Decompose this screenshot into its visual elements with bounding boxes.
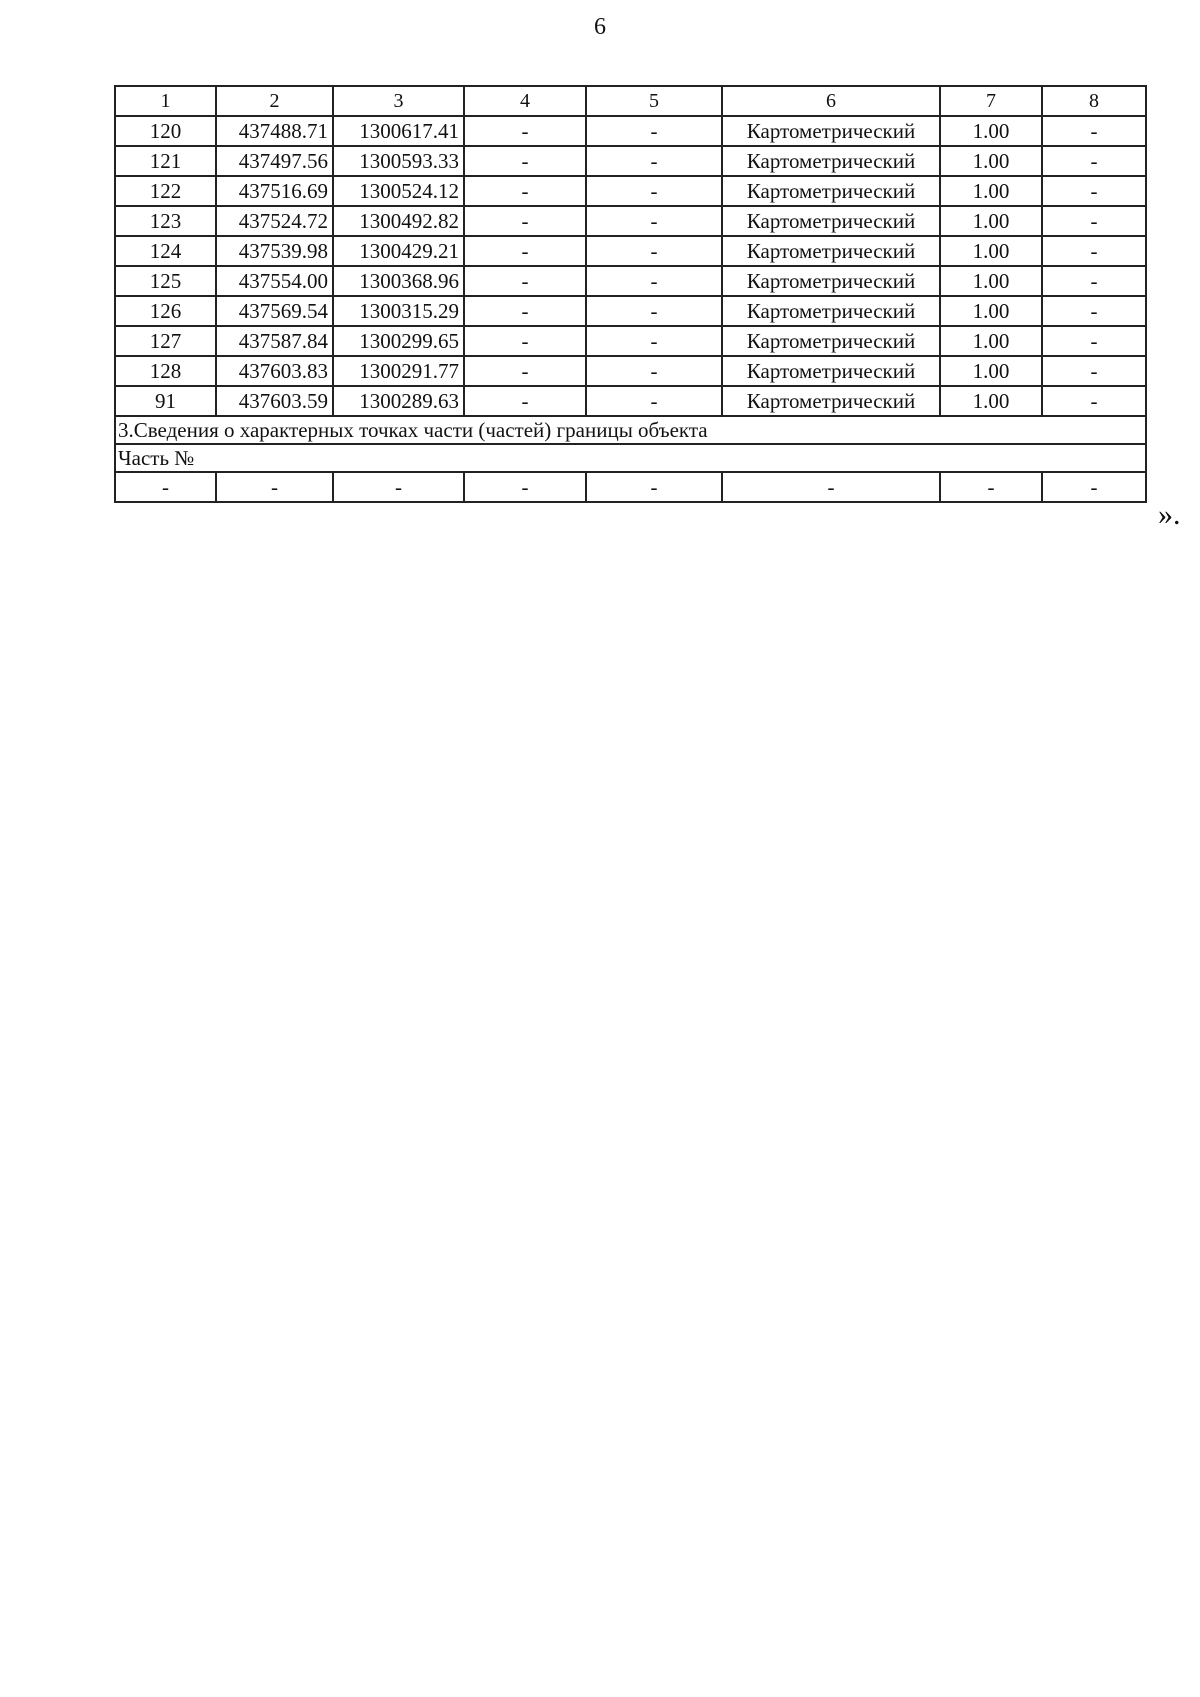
header-cell: 3 (333, 86, 464, 116)
table-cell: - (1042, 386, 1146, 416)
table-body (115, 86, 1146, 502)
table-cell: - (464, 116, 586, 146)
table-cell: Картометрический (722, 266, 940, 296)
table-cell: Картометрический (722, 326, 940, 356)
table-cell: 1300291.77 (333, 356, 464, 386)
table-cell: 437569.54 (216, 296, 333, 326)
table-row (115, 326, 1146, 356)
header-cell: 4 (464, 86, 586, 116)
table-cell: 1300524.12 (333, 176, 464, 206)
table-cell: Картометрический (722, 116, 940, 146)
empty-cell: - (464, 472, 586, 502)
empty-cell: - (115, 472, 216, 502)
table-cell: 1300299.65 (333, 326, 464, 356)
table-row (115, 356, 1146, 386)
table-cell: 91 (115, 386, 216, 416)
table-cell: - (1042, 296, 1146, 326)
table-cell: 1.00 (940, 116, 1042, 146)
table-cell: Картометрический (722, 386, 940, 416)
table-cell: - (464, 386, 586, 416)
table-cell: - (586, 326, 722, 356)
table-row (115, 266, 1146, 296)
table-cell: 124 (115, 236, 216, 266)
section-title-row (115, 416, 1146, 444)
table-cell: - (586, 236, 722, 266)
table-cell: 125 (115, 266, 216, 296)
header-cell: 8 (1042, 86, 1146, 116)
table-cell: 1300429.21 (333, 236, 464, 266)
table-cell: - (464, 296, 586, 326)
empty-cell: - (586, 472, 722, 502)
empty-cell: - (333, 472, 464, 502)
table-row (115, 146, 1146, 176)
empty-cell: - (1042, 472, 1146, 502)
section-title: 3.Сведения о характерных точках части (частей) границы объекта (115, 416, 1146, 444)
table-cell: - (464, 356, 586, 386)
table-cell: 1300315.29 (333, 296, 464, 326)
table-row (115, 116, 1146, 146)
table-cell: - (464, 266, 586, 296)
empty-part-row (115, 472, 1146, 502)
table-cell: - (1042, 146, 1146, 176)
table-cell: 122 (115, 176, 216, 206)
coordinates-table (114, 85, 1147, 503)
coordinates-table-container (114, 85, 1147, 503)
header-cell: 1 (115, 86, 216, 116)
table-cell: Картометрический (722, 206, 940, 236)
table-cell: 1.00 (940, 296, 1042, 326)
table-cell: - (464, 176, 586, 206)
table-cell: - (464, 146, 586, 176)
table-cell: 1.00 (940, 356, 1042, 386)
table-cell: 437603.83 (216, 356, 333, 386)
table-cell: 1300368.96 (333, 266, 464, 296)
table-cell: - (1042, 326, 1146, 356)
empty-cell: - (216, 472, 333, 502)
table-cell: 437554.00 (216, 266, 333, 296)
table-row (115, 206, 1146, 236)
table-cell: 437516.69 (216, 176, 333, 206)
table-cell: Картометрический (722, 236, 940, 266)
table-cell: 1300593.33 (333, 146, 464, 176)
table-cell: - (1042, 266, 1146, 296)
header-cell: 7 (940, 86, 1042, 116)
table-cell: 126 (115, 296, 216, 326)
table-cell: 1.00 (940, 206, 1042, 236)
table-cell: 1.00 (940, 266, 1042, 296)
table-cell: - (586, 386, 722, 416)
table-cell: 437603.59 (216, 386, 333, 416)
table-cell: 1300492.82 (333, 206, 464, 236)
table-cell: - (586, 296, 722, 326)
page-number: 6 (594, 14, 606, 40)
part-number-label: Часть № (115, 444, 1146, 472)
table-cell: 437587.84 (216, 326, 333, 356)
table-cell: - (1042, 356, 1146, 386)
table-cell: Картометрический (722, 146, 940, 176)
table-cell: 437497.56 (216, 146, 333, 176)
header-row (115, 86, 1146, 116)
table-cell: Картометрический (722, 296, 940, 326)
table-row (115, 386, 1146, 416)
table-cell: 437488.71 (216, 116, 333, 146)
table-cell: - (1042, 236, 1146, 266)
table-cell: 1.00 (940, 236, 1042, 266)
table-cell: - (464, 326, 586, 356)
header-cell: 6 (722, 86, 940, 116)
table-cell: - (586, 356, 722, 386)
table-cell: Картометрический (722, 356, 940, 386)
table-cell: 121 (115, 146, 216, 176)
table-cell: - (586, 146, 722, 176)
table-cell: 1.00 (940, 386, 1042, 416)
table-cell: - (1042, 206, 1146, 236)
table-cell: 123 (115, 206, 216, 236)
table-cell: 1.00 (940, 146, 1042, 176)
table-cell: 128 (115, 356, 216, 386)
header-cell: 5 (586, 86, 722, 116)
table-cell: 120 (115, 116, 216, 146)
table-cell: 1300617.41 (333, 116, 464, 146)
empty-cell: - (722, 472, 940, 502)
table-cell: 437524.72 (216, 206, 333, 236)
closing-quote-mark: ». (1158, 498, 1181, 531)
table-cell: - (586, 176, 722, 206)
table-cell: - (586, 206, 722, 236)
table-cell: 437539.98 (216, 236, 333, 266)
table-cell: - (1042, 176, 1146, 206)
table-cell: - (1042, 116, 1146, 146)
table-cell: 1300289.63 (333, 386, 464, 416)
table-cell: Картометрический (722, 176, 940, 206)
part-number-row (115, 444, 1146, 472)
table-cell: 1.00 (940, 326, 1042, 356)
table-row (115, 236, 1146, 266)
empty-cell: - (940, 472, 1042, 502)
table-row (115, 176, 1146, 206)
table-cell: 127 (115, 326, 216, 356)
table-cell: - (586, 266, 722, 296)
table-row (115, 296, 1146, 326)
table-cell: 1.00 (940, 176, 1042, 206)
header-cell: 2 (216, 86, 333, 116)
table-cell: - (586, 116, 722, 146)
table-cell: - (464, 236, 586, 266)
table-cell: - (464, 206, 586, 236)
